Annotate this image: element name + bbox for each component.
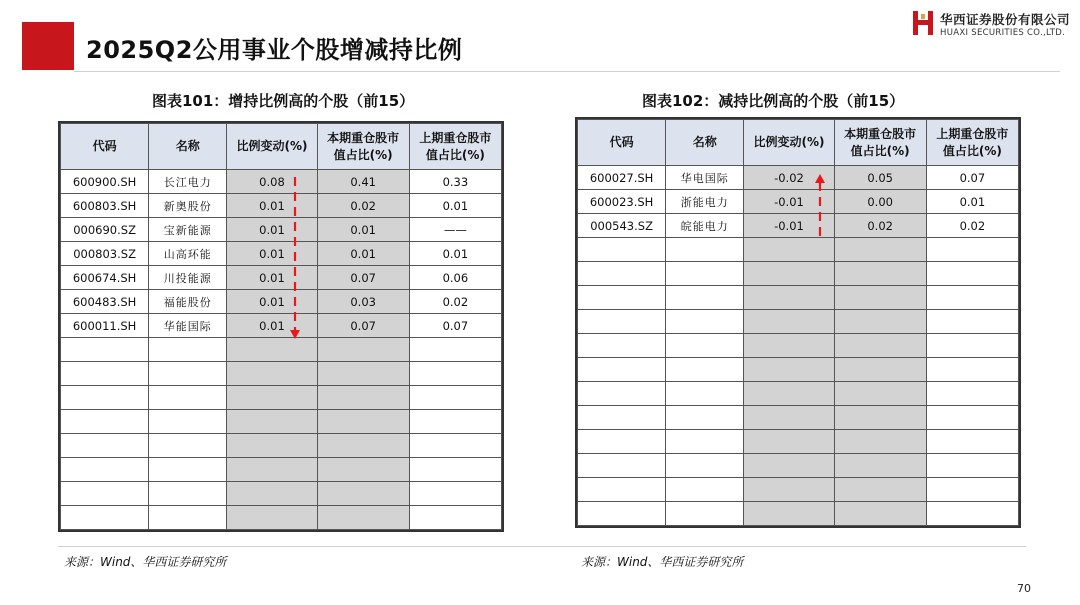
col-header-change: 比例变动(%): [744, 120, 834, 166]
cell-current: [834, 406, 926, 430]
col-header-code: 代码: [61, 124, 149, 170]
cell-current: 0.41: [317, 170, 409, 194]
header-line: 上期重仓股市: [419, 130, 492, 145]
cell-previous: 0.02: [409, 290, 501, 314]
cell-current: [834, 286, 926, 310]
increase-holdings-table: [58, 121, 504, 532]
header-line: 上期重仓股市: [936, 126, 1009, 141]
cell-change: [744, 310, 834, 334]
cell-change: [227, 458, 317, 482]
cell-previous: [926, 358, 1018, 382]
cell-current: 0.00: [834, 190, 926, 214]
table-row: [61, 218, 502, 242]
cell-current: [834, 334, 926, 358]
cell-previous: 0.01: [409, 242, 501, 266]
col-header-previous: [926, 120, 1018, 166]
cell-name: [666, 406, 744, 430]
cell-previous: 0.07: [409, 314, 501, 338]
cell-current: [317, 362, 409, 386]
title-accent-block: [22, 22, 74, 70]
cell-name: [149, 362, 227, 386]
cell-name: [149, 386, 227, 410]
table-row: [578, 430, 1019, 454]
cell-previous: [926, 406, 1018, 430]
logo-text-en: HUAXI SECURITIES CO.,LTD.: [940, 28, 1066, 38]
table-row: [61, 482, 502, 506]
cell-code: 600011.SH: [61, 314, 149, 338]
table-row: [578, 454, 1019, 478]
table-row: [61, 410, 502, 434]
cell-name: 山高环能: [149, 242, 227, 266]
cell-code: [578, 454, 666, 478]
cell-code: 600674.SH: [61, 266, 149, 290]
table-row: [61, 266, 502, 290]
cell-name: 福能股份: [149, 290, 227, 314]
cell-code: [61, 362, 149, 386]
cell-current: [317, 458, 409, 482]
table-row: [578, 238, 1019, 262]
cell-change: [227, 338, 317, 362]
table-row: [578, 310, 1019, 334]
table-row: [578, 406, 1019, 430]
cell-current: [317, 482, 409, 506]
cell-name: [666, 238, 744, 262]
cell-change: [227, 386, 317, 410]
cell-name: 宝新能源: [149, 218, 227, 242]
cell-current: [317, 386, 409, 410]
cell-change: [744, 262, 834, 286]
cell-current: [834, 430, 926, 454]
cell-previous: [409, 506, 501, 530]
cell-change: [744, 286, 834, 310]
cell-code: [578, 262, 666, 286]
table-row: [578, 334, 1019, 358]
cell-code: 000543.SZ: [578, 214, 666, 238]
table-row: [61, 194, 502, 218]
cell-change: [227, 362, 317, 386]
header-line: 本期重仓股市: [327, 130, 400, 145]
cell-previous: ——: [409, 218, 501, 242]
cell-change: -0.02: [744, 166, 834, 190]
cell-previous: 0.07: [926, 166, 1018, 190]
cell-change: [744, 238, 834, 262]
table-row: [61, 386, 502, 410]
company-logo: [912, 8, 1072, 42]
cell-current: [834, 358, 926, 382]
cell-name: [149, 338, 227, 362]
cell-change: 0.01: [227, 314, 317, 338]
cell-name: [149, 410, 227, 434]
cell-change: -0.01: [744, 214, 834, 238]
table-row: [61, 170, 502, 194]
cell-current: 0.03: [317, 290, 409, 314]
cell-previous: [926, 262, 1018, 286]
table-row: [61, 290, 502, 314]
cell-name: [666, 310, 744, 334]
cell-change: 0.01: [227, 194, 317, 218]
table-row: [61, 506, 502, 530]
cell-name: [149, 482, 227, 506]
header-line: 值占比(%): [333, 147, 393, 162]
cell-code: [578, 382, 666, 406]
table-row: [578, 382, 1019, 406]
cell-current: [834, 262, 926, 286]
cell-previous: [926, 310, 1018, 334]
cell-change: [744, 382, 834, 406]
page-title: 2025Q2公用事业个股增减持比例: [86, 36, 463, 64]
table-row: [578, 262, 1019, 286]
cell-current: [834, 454, 926, 478]
table-row: [61, 458, 502, 482]
cell-name: [149, 458, 227, 482]
decrease-holdings-table: [575, 117, 1021, 528]
cell-change: -0.01: [744, 190, 834, 214]
cell-name: [666, 454, 744, 478]
cell-code: [61, 458, 149, 482]
cell-code: [578, 358, 666, 382]
cell-code: 600023.SH: [578, 190, 666, 214]
table-row: [578, 286, 1019, 310]
cell-change: [744, 430, 834, 454]
right-source-note: 来源：Wind、华西证券研究所: [581, 555, 744, 569]
table-row: [578, 358, 1019, 382]
cell-change: 0.01: [227, 218, 317, 242]
cell-previous: [409, 482, 501, 506]
table-row: [578, 190, 1019, 214]
cell-previous: 0.01: [409, 194, 501, 218]
header-line: 本期重仓股市: [844, 126, 917, 141]
cell-code: [578, 334, 666, 358]
cell-name: 新奥股份: [149, 194, 227, 218]
cell-change: [744, 478, 834, 502]
huaxi-logo-icon: [912, 10, 934, 36]
col-header-current: [834, 120, 926, 166]
table-row: [578, 214, 1019, 238]
table-row: [61, 434, 502, 458]
cell-change: [744, 454, 834, 478]
table-row: [61, 362, 502, 386]
cell-previous: [926, 454, 1018, 478]
cell-current: [317, 434, 409, 458]
cell-current: 0.02: [317, 194, 409, 218]
cell-name: [149, 434, 227, 458]
cell-code: 000690.SZ: [61, 218, 149, 242]
logo-text-cn: 华西证券股份有限公司: [940, 12, 1071, 27]
table-row: [61, 242, 502, 266]
cell-previous: [926, 286, 1018, 310]
cell-current: [834, 478, 926, 502]
cell-code: [61, 434, 149, 458]
cell-name: [666, 358, 744, 382]
table-row: [578, 502, 1019, 526]
cell-name: [666, 262, 744, 286]
cell-current: 0.01: [317, 218, 409, 242]
col-header-name: 名称: [666, 120, 744, 166]
header-line: 值占比(%): [425, 147, 485, 162]
cell-previous: [409, 410, 501, 434]
cell-name: 华能国际: [149, 314, 227, 338]
cell-previous: 0.02: [926, 214, 1018, 238]
cell-current: [317, 410, 409, 434]
cell-code: 600027.SH: [578, 166, 666, 190]
cell-code: [578, 478, 666, 502]
cell-previous: [926, 478, 1018, 502]
cell-current: [317, 338, 409, 362]
cell-current: 0.02: [834, 214, 926, 238]
cell-previous: [926, 430, 1018, 454]
cell-code: 600803.SH: [61, 194, 149, 218]
cell-code: 000803.SZ: [61, 242, 149, 266]
cell-previous: [926, 502, 1018, 526]
cell-change: [227, 506, 317, 530]
cell-current: 0.07: [317, 314, 409, 338]
cell-name: 华电国际: [666, 166, 744, 190]
cell-name: 川投能源: [149, 266, 227, 290]
cell-previous: 0.01: [926, 190, 1018, 214]
table-row: [61, 314, 502, 338]
cell-previous: [409, 434, 501, 458]
cell-code: [578, 502, 666, 526]
left-table-caption: 图表101：增持比例高的个股（前15）: [152, 92, 415, 110]
footer-divider: [58, 546, 1026, 547]
page-number: 70: [1017, 582, 1031, 595]
cell-name: 浙能电力: [666, 190, 744, 214]
cell-name: [666, 382, 744, 406]
cell-current: [317, 506, 409, 530]
cell-change: 0.08: [227, 170, 317, 194]
cell-change: [744, 358, 834, 382]
cell-change: [227, 410, 317, 434]
cell-current: 0.01: [317, 242, 409, 266]
right-table-caption: 图表102：减持比例高的个股（前15）: [642, 92, 905, 110]
cell-code: [61, 386, 149, 410]
cell-previous: [409, 458, 501, 482]
cell-current: 0.07: [317, 266, 409, 290]
cell-name: [666, 478, 744, 502]
cell-previous: [409, 362, 501, 386]
header-line: 值占比(%): [942, 143, 1002, 158]
cell-code: [578, 406, 666, 430]
cell-code: 600900.SH: [61, 170, 149, 194]
title-divider: [74, 71, 1060, 72]
cell-current: [834, 238, 926, 262]
cell-previous: 0.06: [409, 266, 501, 290]
cell-name: [149, 506, 227, 530]
cell-name: [666, 502, 744, 526]
cell-change: 0.01: [227, 290, 317, 314]
cell-code: [578, 310, 666, 334]
cell-change: [227, 434, 317, 458]
cell-code: [578, 238, 666, 262]
cell-code: [61, 506, 149, 530]
cell-change: [744, 502, 834, 526]
cell-name: [666, 430, 744, 454]
table-row: [578, 166, 1019, 190]
cell-current: [834, 310, 926, 334]
cell-current: [834, 382, 926, 406]
col-header-previous: [409, 124, 501, 170]
cell-previous: [409, 338, 501, 362]
cell-code: [578, 430, 666, 454]
cell-current: [834, 502, 926, 526]
left-source-note: 来源：Wind、华西证券研究所: [64, 555, 227, 569]
cell-code: [61, 410, 149, 434]
cell-previous: [926, 382, 1018, 406]
cell-change: [227, 482, 317, 506]
cell-previous: [926, 238, 1018, 262]
cell-previous: [926, 334, 1018, 358]
col-header-change: 比例变动(%): [227, 124, 317, 170]
cell-name: 皖能电力: [666, 214, 744, 238]
cell-code: 600483.SH: [61, 290, 149, 314]
cell-change: 0.01: [227, 266, 317, 290]
col-header-current: [317, 124, 409, 170]
cell-previous: 0.33: [409, 170, 501, 194]
cell-name: [666, 334, 744, 358]
cell-change: [744, 406, 834, 430]
col-header-name: 名称: [149, 124, 227, 170]
header-line: 值占比(%): [850, 143, 910, 158]
col-header-code: 代码: [578, 120, 666, 166]
cell-previous: [409, 386, 501, 410]
cell-change: 0.01: [227, 242, 317, 266]
cell-code: [61, 482, 149, 506]
cell-name: 长江电力: [149, 170, 227, 194]
table-row: [61, 338, 502, 362]
cell-current: 0.05: [834, 166, 926, 190]
cell-name: [666, 286, 744, 310]
cell-change: [744, 334, 834, 358]
table-row: [578, 478, 1019, 502]
cell-code: [61, 338, 149, 362]
cell-code: [578, 286, 666, 310]
